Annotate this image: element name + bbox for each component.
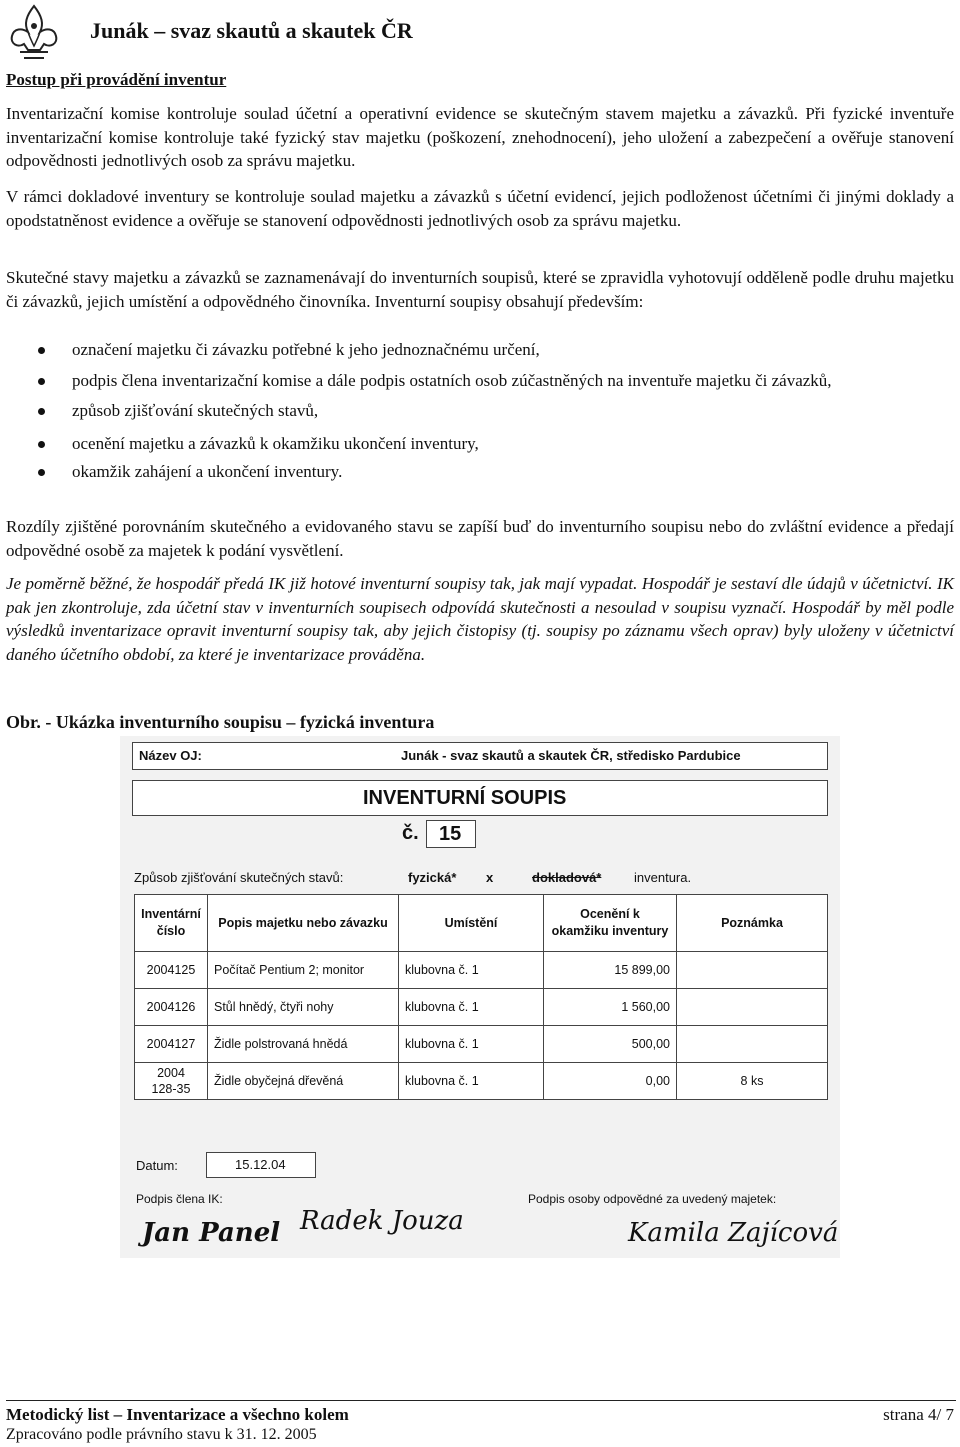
list-item: podpis člena inventarizační komise a dále podpis ostatních osob zúčastněných na inventuře majetku či závazků, [0, 369, 960, 393]
oj-row [132, 742, 828, 770]
oj-value: Junák - svaz skautů a skautek ČR, středisko Pardubice [401, 748, 741, 763]
paragraph-3: Skutečné stavy majetku a závazků se zaznamenávají do inventurních soupisů, které se zpravidla vyhotovují odděleně podle druhu majetku či závazků, jejich umístění a odpovědného činovníka. Inventurní soupisy obsahují především: [6, 268, 954, 311]
table-cell: 2004125 [135, 952, 208, 989]
column-header: Poznámka [677, 895, 828, 952]
table-row [135, 1026, 828, 1063]
table-row [135, 1063, 828, 1100]
paragraph-italic-note: Je poměrně běžné, že hospodář předá IK již hotové inventurní soupisy tak, jak mají vypadat. Hospodář je sestaví dle údajů v účetnictví. IK pak jen zkontroluje, zda účetní stav v inventurních soupisech odpovídá skutečnosti a nesoulad v soupisu vyznačí. Hospodář by měl podle výsledků inventarizace opravit inventurní soupisy tak, aby jejich čistopisy (tj. soupisy po záznamu všech oprav) byly uloženy v účetnictví daného účetního období, za které je inventarizace prováděna. [6, 574, 954, 664]
inventory-table [134, 894, 828, 1100]
table-cell: Počítač Pentium 2; monitor [208, 952, 399, 989]
oj-label: Název OJ: [139, 748, 202, 763]
table-cell: klubovna č. 1 [399, 1063, 544, 1100]
list-item: způsob zjišťování skutečných stavů, [0, 399, 960, 423]
paragraph-differences: Rozdíly zjištěné porovnáním skutečného a evidovaného stavu se zapíší buď do inventurního soupisu nebo do zvláštní evidence a předají odpovědné osobě za majetek k podání vysvětlení. [6, 517, 954, 560]
form-number-value: 15 [439, 823, 462, 845]
table-cell: 2004 128-35 [135, 1063, 208, 1100]
table-cell: 15 899,00 [544, 952, 677, 989]
table-cell: 0,00 [544, 1063, 677, 1100]
method-physical: fyzická* [408, 870, 457, 885]
table-row [135, 952, 828, 989]
table-cell: klubovna č. 1 [399, 989, 544, 1026]
organization-name: Junák – svaz skautů a skautek ČR [90, 18, 413, 43]
method-suffix: inventura. [634, 870, 692, 885]
table-cell: 2004126 [135, 989, 208, 1026]
form-number-box [426, 820, 476, 848]
table-cell: klubovna č. 1 [399, 1026, 544, 1063]
date-box [206, 1152, 316, 1178]
date-label: Datum: [136, 1158, 178, 1173]
form-number-label: č. [402, 822, 419, 844]
footer-legal-date: Zpracováno podle právního stavu k 31. 12. 2005 [6, 1426, 317, 1443]
column-header: Ocenění k okamžiku inventury [544, 895, 677, 952]
table-cell: klubovna č. 1 [399, 952, 544, 989]
table-cell: Stůl hnědý, čtyři nohy [208, 989, 399, 1026]
method-documentary: dokladová* [532, 870, 602, 885]
table-cell: 1 560,00 [544, 989, 677, 1026]
signature-1: Jan Panel [142, 1218, 281, 1248]
table-cell [677, 952, 828, 989]
signature-3: Kamila Zajícová [628, 1218, 839, 1248]
table-cell: Židle obyčejná dřevěná [208, 1063, 399, 1100]
inventory-form-image [120, 736, 840, 1258]
section-title: Postup při provádění inventur [6, 70, 227, 89]
figure-title: Obr. - Ukázka inventurního soupisu – fyzická inventura [6, 712, 435, 732]
signature-2: Radek Jouza [300, 1206, 464, 1236]
signature-ik-label: Podpis člena IK: [136, 1192, 223, 1206]
table-cell: Židle polstrovaná hnědá [208, 1026, 399, 1063]
paragraph-1: Inventarizační komise kontroluje soulad účetní a operativní evidence se skutečným stavem majetku a závazků. Při fyzické inventuře inventarizační komise kontroluje také fyzický stav majetku (poškození, znehodnocení), jeho uložení a zabezpečení a ověřuje stanovení odpovědnosti jednotlivých osob za správu majetku. [6, 104, 954, 170]
footer-divider [6, 1400, 956, 1401]
paragraph-2: V rámci dokladové inventury se kontroluje soulad majetku a závazků s účetní evidencí, jejich podloženost účetními či jinými doklady a opodstatněnost evidence a ověřuje se stanovení odpovědnosti jednotlivých osob za správu majetku. [6, 187, 954, 230]
method-x: x [486, 870, 494, 885]
column-header: Popis majetku nebo závazku [208, 895, 399, 952]
table-cell: 2004127 [135, 1026, 208, 1063]
method-label: Způsob zjišťování skutečných stavů: [134, 870, 344, 885]
date-value: 15.12.04 [235, 1157, 286, 1172]
form-title-box [132, 780, 828, 816]
table-cell [677, 1026, 828, 1063]
bullet-list [0, 338, 960, 484]
column-header: Inventární číslo [135, 895, 208, 952]
list-item: označení majetku či závazku potřebné k jeho jednoznačnému určení, [0, 338, 960, 362]
footer-title: Metodický list – Inventarizace a všechno kolem [6, 1405, 349, 1424]
form-title: INVENTURNÍ SOUPIS [363, 787, 567, 809]
footer-page-number: strana 4/ 7 [883, 1405, 954, 1424]
list-item: ocenění majetku a závazků k okamžiku ukončení inventury, [0, 432, 960, 456]
signature-responsible-label: Podpis osoby odpovědné za uvedený majetek: [528, 1192, 777, 1206]
table-header-row [135, 895, 828, 952]
list-item: okamžik zahájení a ukončení inventury. [0, 460, 960, 484]
column-header: Umístění [399, 895, 544, 952]
table-cell: 8 ks [677, 1063, 828, 1100]
table-cell: 500,00 [544, 1026, 677, 1063]
scout-lily-logo-icon [6, 2, 62, 64]
table-row [135, 989, 828, 1026]
table-cell [677, 989, 828, 1026]
